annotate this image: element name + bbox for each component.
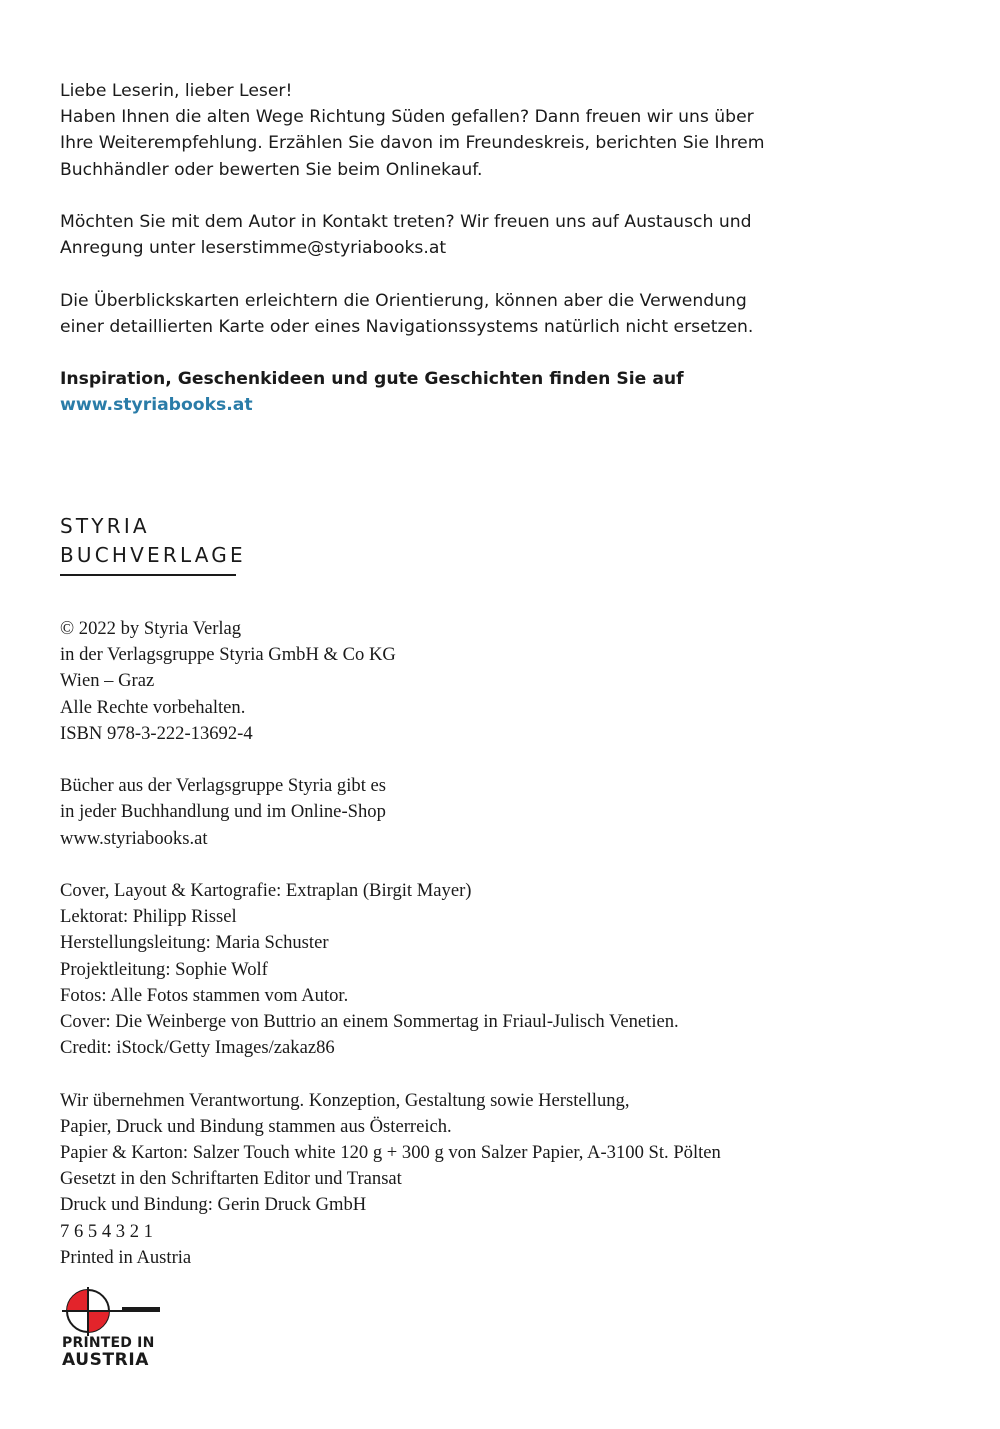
- logo-underline: [60, 574, 236, 576]
- credit-line: Credit: iStock/Getty Images/zakaz86: [60, 1037, 335, 1059]
- registration-mark-icon: [60, 1287, 164, 1337]
- intro-line: Möchten Sie mit dem Autor in Kontakt treten? Wir freuen uns auf Austausch und: [60, 212, 752, 232]
- imprint-website: www.styriabooks.at: [60, 827, 208, 849]
- badge-line-austria: AUSTRIA: [62, 1350, 150, 1370]
- intro-line: Die Überblickskarten erleichtern die Orientierung, können aber die Verwendung: [60, 290, 747, 311]
- production-line: Druck und Bindung: Gerin Druck GmbH: [60, 1194, 367, 1216]
- credit-line: Lektorat: Philipp Rissel: [60, 906, 237, 928]
- production-line: Printed in Austria: [60, 1246, 192, 1268]
- intro-line: Haben Ihnen die alten Wege Richtung Süden gefallen? Dann freuen wir uns über: [60, 107, 754, 128]
- production-line: Papier & Karton: Salzer Touch white 120 g + 300 g von Salzer Papier, A-3100 St. Pölten: [60, 1142, 721, 1164]
- imprint: [60, 616, 960, 1271]
- production-line: Papier, Druck und Bindung stammen aus Österreich.: [60, 1115, 452, 1137]
- credit-line: Herstellungsleitung: Maria Schuster: [60, 932, 329, 954]
- imprint-line: Wien – Graz: [60, 670, 155, 692]
- production-line: Gesetzt in den Schriftarten Editor und Transat: [60, 1168, 402, 1190]
- badge-line-printed-in: PRINTED IN: [62, 1335, 155, 1351]
- printed-in-austria-badge: [60, 1287, 164, 1373]
- imprint-line: Bücher aus der Verlagsgruppe Styria gibt es: [60, 775, 386, 797]
- website-link[interactable]: www.styriabooks.at: [60, 395, 253, 416]
- intro-line: einer detaillierten Karte oder eines Navigationssystems natürlich nicht ersetzen.: [60, 316, 754, 337]
- publisher-logo: [60, 512, 246, 576]
- intro-line: Buchhändler oder bewerten Sie beim Onlinekauf.: [60, 159, 483, 180]
- imprint-line: © 2022 by Styria Verlag: [60, 618, 242, 639]
- credit-line: Fotos: Alle Fotos stammen vom Autor.: [60, 984, 349, 1006]
- imprint-line: Alle Rechte vorbehalten.: [60, 696, 246, 718]
- isbn: ISBN 978-3-222-13692-4: [60, 722, 253, 744]
- logo-line-styria: STYRIA: [60, 514, 150, 538]
- credit-line: Cover, Layout & Kartografie: Extraplan (Birgit Mayer): [60, 880, 472, 901]
- reader-letter: [60, 78, 940, 419]
- imprint-line: in der Verlagsgruppe Styria GmbH & Co KG: [60, 644, 396, 666]
- intro-line: Anregung unter leserstimme@styriabooks.at: [60, 238, 447, 259]
- inspiration-text: Inspiration, Geschenkideen und gute Geschichten finden Sie auf: [60, 369, 684, 390]
- production-line: Wir übernehmen Verantwortung. Konzeption, Gestaltung sowie Herstellung,: [60, 1089, 630, 1111]
- imprint-line: in jeder Buchhandlung und im Online-Shop: [60, 801, 386, 823]
- logo-line-buchverlage: BUCHVERLAGE: [60, 543, 246, 567]
- credit-line: Projektleitung: Sophie Wolf: [60, 958, 268, 980]
- intro-line: Liebe Leserin, lieber Leser!: [60, 81, 293, 101]
- print-run-numbers: 7 6 5 4 3 2 1: [60, 1220, 153, 1242]
- credit-line: Cover: Die Weinberge von Buttrio an einem Sommertag in Friaul-Julisch Venetien.: [60, 1011, 679, 1033]
- intro-line: Ihre Weiterempfehlung. Erzählen Sie davon im Freundeskreis, berichten Sie Ihrem: [60, 133, 765, 154]
